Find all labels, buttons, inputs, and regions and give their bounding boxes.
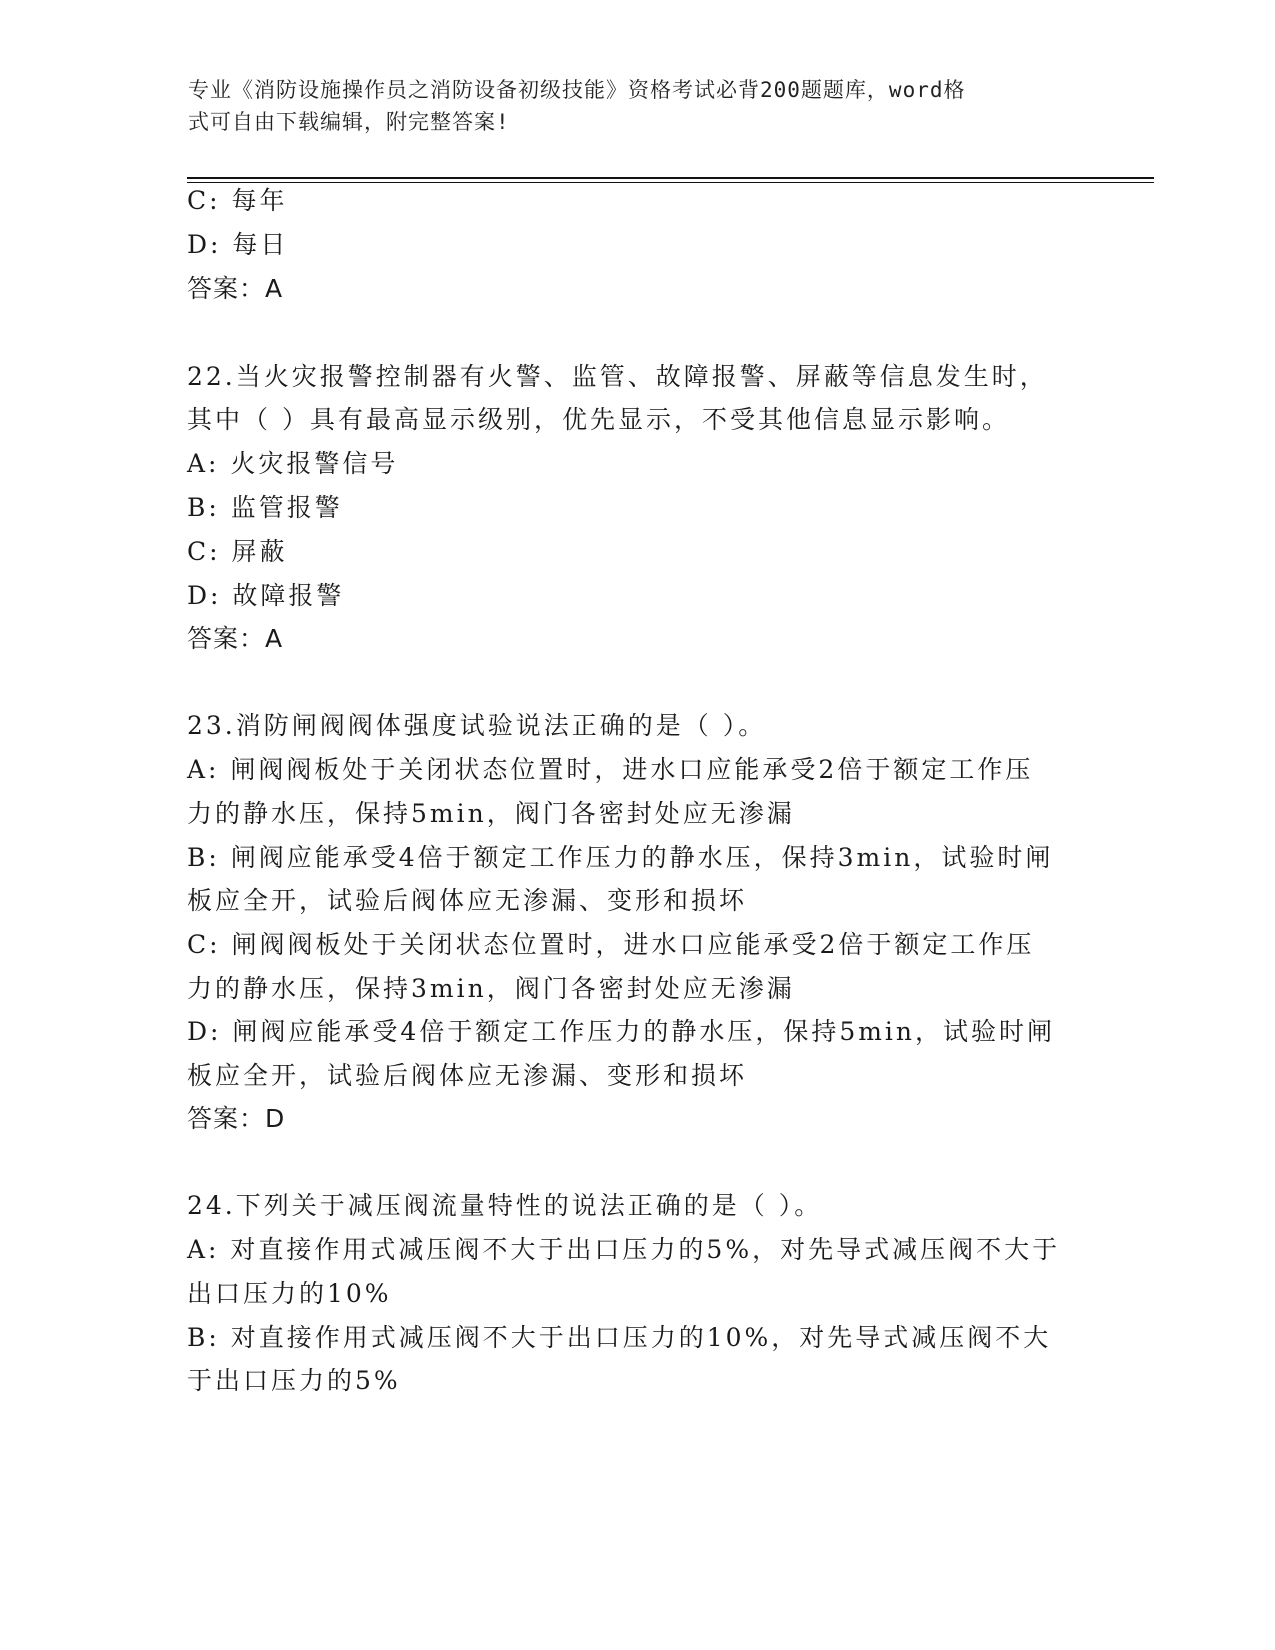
q24-option-a-line-1: A: 对直接作用式减压阀不大于出口压力的5%，对先导式减压阀不大于 (187, 1235, 1061, 1264)
q23-option-c-line-1: C: 闸阀阀板处于关闭状态位置时，进水口应能承受2倍于额定工作压 (187, 930, 1035, 959)
header-divider-thin (187, 182, 1154, 183)
q24-stem: 24.下列关于减压阀流量特性的说法正确的是（ ）。 (187, 1191, 823, 1220)
q21-option-d: D: 每日 (187, 230, 289, 259)
q23-option-a-line-1: A: 闸阀阀板处于关闭状态位置时，进水口应能承受2倍于额定工作压 (187, 755, 1034, 784)
header-line-2: 式可自由下载编辑，附完整答案! (188, 110, 510, 134)
q23-stem: 23.消防闸阀阀体强度试验说法正确的是（ ）。 (187, 711, 767, 740)
q24-option-a-line-2: 出口压力的10% (187, 1279, 392, 1308)
q22-option-b: B: 监管报警 (187, 493, 343, 522)
q23-answer: 答案：D (187, 1104, 286, 1133)
q21-option-c: C: 每年 (187, 186, 288, 215)
q23-option-a-line-2: 力的静水压，保持5min，阀门各密封处应无渗漏 (187, 799, 795, 828)
q22-option-d: D: 故障报警 (187, 581, 345, 610)
q22-answer: 答案：A (187, 624, 284, 653)
q23-option-d-line-2: 板应全开，试验后阀体应无渗漏、变形和损坏 (187, 1061, 748, 1090)
q22-option-a: A: 火灾报警信号 (187, 449, 399, 478)
q22-option-c: C: 屏蔽 (187, 537, 288, 566)
header-divider-thick (187, 177, 1154, 179)
q21-answer: 答案：A (187, 274, 284, 303)
q22-stem-line-1: 22.当火灾报警控制器有火警、监管、故障报警、屏蔽等信息发生时， (187, 362, 1048, 391)
q23-option-b-line-1: B: 闸阀应能承受4倍于额定工作压力的静水压，保持3min，试验时闸 (187, 843, 1054, 872)
q23-option-d-line-1: D: 闸阀应能承受4倍于额定工作压力的静水压，保持5min，试验时闸 (187, 1017, 1056, 1046)
q24-option-b-line-1: B: 对直接作用式减压阀不大于出口压力的10%，对先导式减压阀不大 (187, 1323, 1052, 1352)
q22-stem-line-2: 其中（ ）具有最高显示级别，优先显示，不受其他信息显示影响。 (187, 405, 1010, 434)
q23-option-b-line-2: 板应全开，试验后阀体应无渗漏、变形和损坏 (187, 886, 748, 915)
q23-option-c-line-2: 力的静水压，保持3min，阀门各密封处应无渗漏 (187, 974, 795, 1003)
header-line-1: 专业《消防设施操作员之消防设备初级技能》资格考试必背200题题库，word格 (188, 78, 966, 102)
q24-option-b-line-2: 于出口压力的5% (187, 1366, 401, 1395)
document-header (188, 74, 1068, 138)
